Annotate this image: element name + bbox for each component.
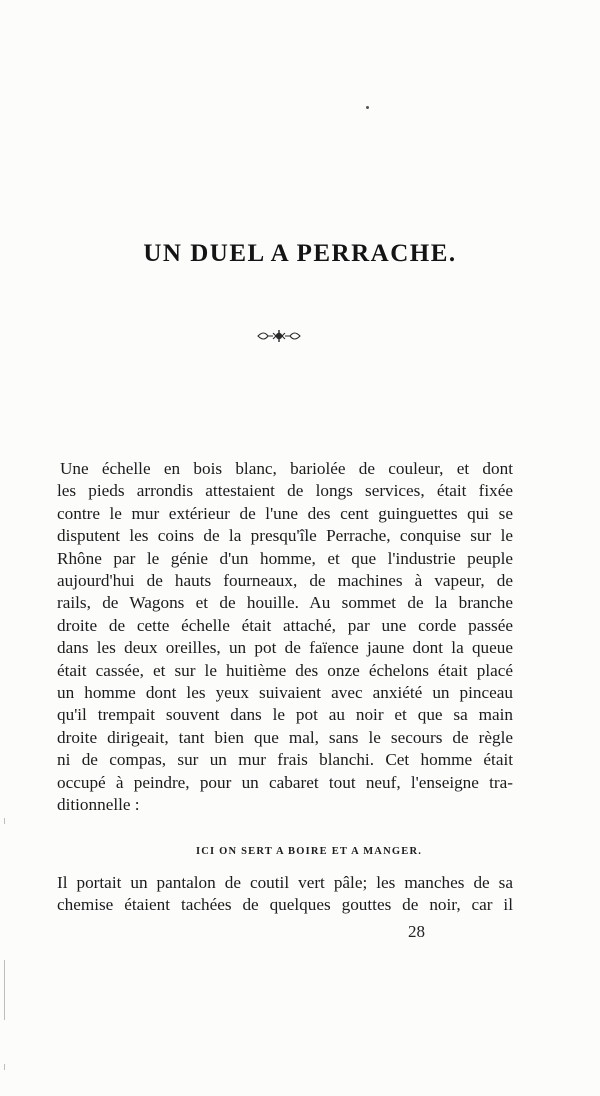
text-line: chemise étaient tachées de quelques gouttes de noir, car il [57, 895, 513, 915]
scan-edge-mark [4, 1064, 5, 1070]
paragraph-continued [57, 872, 513, 917]
text-line: ditionnelle : [57, 795, 140, 815]
ink-speck [366, 106, 369, 109]
text-line: un homme dont les yeux suivaient avec anxiété un pinceau [57, 683, 513, 703]
text-line: aujourd'hui de hauts fourneaux, de machines à vapeur, de [57, 571, 513, 591]
text-line: rails, de Wagons et de houille. Au sommet de la branche [57, 593, 513, 613]
text-line: était cassée, et sur le huitième des onze échelons était placé [57, 660, 513, 680]
text-line: dans les deux oreilles, un pot de faïence jaune dont la queue [57, 638, 513, 658]
text-line: droite de cette échelle était attaché, par une corde passée [57, 615, 513, 635]
text-line: les pieds arrondis attestaient de longs services, était fixée [57, 481, 513, 501]
paragraph-main [57, 458, 513, 817]
ornament-dingbat-icon [256, 329, 302, 343]
chapter-title: UN DUEL A PERRACHE. [143, 240, 457, 267]
scan-edge-mark [4, 818, 5, 824]
tavern-sign-text: ICI ON SERT A BOIRE ET A MANGER. [195, 846, 423, 857]
text-line: disputent les coins de la presqu'île Perrache, conquise sur le [57, 526, 513, 546]
page-number: 28 [408, 922, 425, 941]
text-line: ni de compas, sur un mur frais blanchi. Cet homme était [57, 750, 513, 770]
text-line: occupé à peindre, pour un cabaret tout neuf, l'enseigne tra- [57, 772, 513, 792]
scan-edge-mark [4, 960, 5, 1020]
text-line: droite dirigeait, tant bien que mal, sans le secours de règle [57, 727, 513, 747]
text-line: contre le mur extérieur de l'une des cent guinguettes qui se [57, 503, 513, 523]
text-line: qu'il trempait souvent dans le pot au noir et que sa main [57, 705, 513, 725]
text-line: Une échelle en bois blanc, bariolée de couleur, et dont [60, 459, 513, 478]
text-line: Rhône par le génie d'un homme, et que l'industrie peuple [57, 548, 513, 568]
text-line: Il portait un pantalon de coutil vert pâle; les manches de sa [57, 873, 513, 892]
